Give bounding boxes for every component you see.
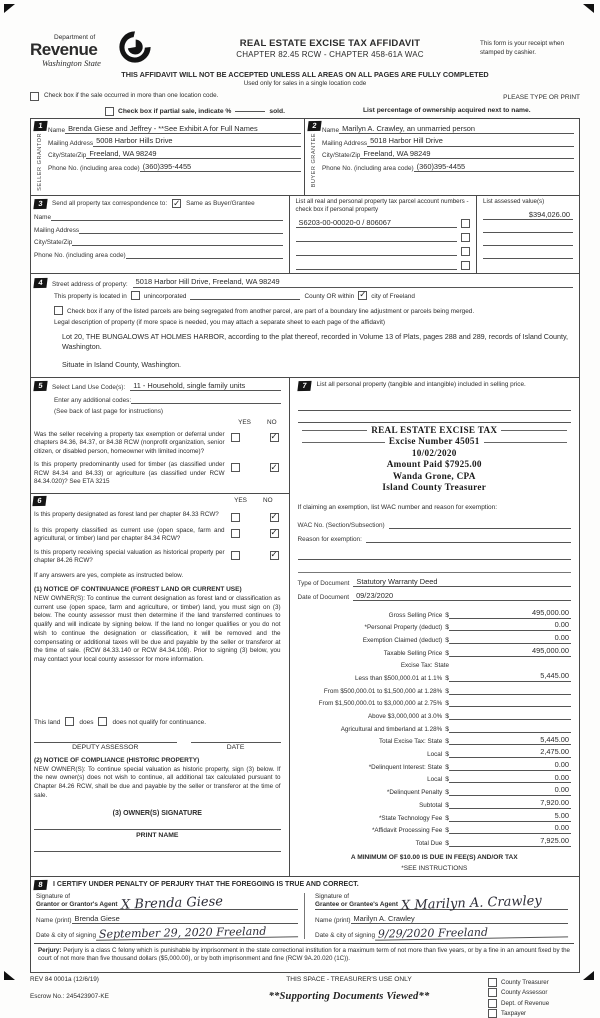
dor-logo (30, 34, 180, 68)
form-title: REAL ESTATE EXCISE TAX AFFIDAVIT (239, 38, 421, 49)
no-column-label: NO (266, 418, 277, 426)
wac-number-label: WAC No. (Section/Subsection) (297, 521, 385, 529)
print-name-label: PRINT NAME (136, 832, 179, 840)
agency-name: Revenue (30, 40, 98, 59)
dollar-sign: $ (445, 725, 449, 733)
buyer-phone-label: Phone No. (including area code) (322, 165, 414, 172)
receipt-note: This form is your receipt when stamped by cashier. (480, 40, 564, 56)
corr-city-field[interactable] (72, 237, 282, 246)
corr-city-label: City/State/Zip (34, 239, 73, 247)
grantor-signature[interactable]: X Brenda Giese (120, 893, 223, 913)
personal-property-line[interactable] (298, 411, 571, 423)
tax-row-value[interactable]: 0.00 (449, 621, 571, 631)
dollar-sign: $ (445, 751, 449, 759)
seller-city-field[interactable]: Freeland, WA 98249 (86, 149, 301, 159)
current-use-question: Is this property classified as current use (open space, farm and agricultural, or timber) land per chapter 84.34 RCW? (34, 526, 225, 543)
doc-type-label: Type of Document (297, 580, 350, 588)
tax-row-label: Local (427, 776, 443, 784)
grantee-signature-block (304, 893, 574, 939)
seller-mailing-field[interactable]: 5008 Harbor Hills Drive (93, 136, 301, 146)
personal-property-line[interactable] (298, 399, 571, 411)
segregated-checkbox[interactable] (54, 306, 63, 315)
section-1-badge: 1 (33, 121, 47, 131)
land-use-label: Select Land Use Code(s): (52, 384, 126, 392)
dept-revenue-checkbox[interactable] (488, 999, 497, 1008)
yes-column-label: YES (234, 497, 247, 505)
tax-row-value[interactable]: 7,920.00 (449, 799, 571, 809)
street-address-field[interactable]: 5018 Harbor Hill Drive, Freeland, WA 98249 (133, 277, 573, 287)
seller-grantor-box (31, 119, 305, 195)
q-historic-yes-checkbox[interactable] (231, 551, 240, 560)
partial-sale-suffix: sold. (269, 108, 285, 115)
city-checkbox[interactable] (358, 291, 367, 300)
dollar-sign: $ (445, 713, 449, 721)
partial-sale-checkbox[interactable] (105, 107, 114, 116)
copy-label: County Treasurer (501, 978, 549, 986)
tax-row-value[interactable] (449, 719, 571, 720)
buyer-city-field[interactable]: Freeland, WA 98249 (360, 149, 574, 159)
stamp-line: Amount Paid $7925.00 (386, 459, 482, 470)
tax-row-value[interactable] (449, 694, 571, 695)
please-type-note: PLEASE TYPE OR PRINT (503, 94, 580, 101)
deputy-assessor-sign-line[interactable]: DEPUTY ASSESSOR (34, 742, 177, 751)
minimum-due-note: A MINIMUM OF $10.00 IS DUE IN FEE(S) AND/OR TAX (350, 853, 518, 861)
ownership-note: List percentage of ownership acquired next to name. (362, 107, 531, 114)
dollar-sign: $ (445, 687, 449, 695)
supporting-documents-note: **Supporting Documents Viewed** (268, 991, 430, 1003)
reason-exemption-label: Reason for exemption: (297, 535, 362, 543)
q-currentuse-no-checkbox[interactable] (270, 529, 279, 538)
q-exemption-no-checkbox[interactable] (270, 433, 279, 442)
owners-signature-label: (3) OWNER(S) SIGNATURE (112, 810, 202, 818)
grantor-date-field[interactable]: September 29, 2020 Freeland (96, 926, 298, 940)
rev-number: REV 84 0001a (12/6/19) (30, 976, 99, 984)
corner-mark (583, 971, 594, 980)
land-does-checkbox[interactable] (65, 717, 74, 726)
county-or-label: County OR within (304, 292, 355, 300)
q-currentuse-yes-checkbox[interactable] (231, 529, 240, 538)
tax-row-label: From $500,000.01 to $1,500,000 at 1.28% (323, 687, 443, 695)
section-6-badge: 6 (32, 495, 46, 505)
dor-logo-icon (118, 30, 152, 64)
copy-label: Dept. of Revenue (501, 999, 550, 1007)
tax-row-value[interactable]: 2,475.00 (449, 748, 571, 758)
tax-row-label: *Delinquent Interest: State (368, 763, 443, 771)
q-timber-yes-checkbox[interactable] (231, 463, 240, 472)
q-exemption-yes-checkbox[interactable] (231, 433, 240, 442)
personal-property-checkbox[interactable] (461, 247, 470, 256)
form-header (30, 34, 580, 68)
tax-table (298, 607, 571, 847)
assessed-value-field[interactable] (483, 224, 573, 233)
divider (298, 572, 571, 573)
segregated-label: Check box if any of the listed parcels are being segregated from another parcel, are part of a boundary line adjustment or parcels being merged. (67, 307, 475, 315)
buyer-name-field[interactable]: Marilyn A. Crawley, an unmarried person (339, 124, 574, 134)
see-back-note: (See back of last page for instructions) (54, 407, 164, 415)
dollar-sign: $ (445, 763, 449, 771)
yes-column-label: YES (238, 418, 251, 426)
no-column-label: NO (262, 497, 273, 505)
tax-row-label: Total Excise Tax: State (378, 738, 443, 746)
seller-phone-label: Phone No. (including area code) (48, 165, 140, 172)
parties-section (30, 118, 580, 196)
dollar-sign: $ (445, 789, 449, 797)
notice-compliance-body: NEW OWNER(S): To continue special valuation as historic property, sign (3) below. If the new owner(s) does not wish to continue, all additional tax calculated pursuant to Chapter 84.26 RCW, shall be due and payable by the seller or transferor at the time of sale. (34, 765, 281, 799)
seller-side-label: SELLER GRANTOR (37, 133, 44, 191)
grantee-date-label: Date & city of signing (315, 931, 376, 939)
tax-row-label: Total Due (415, 839, 443, 847)
escrow-number: Escrow No.: 245423907-KE (30, 993, 109, 1001)
land-use-code-field[interactable]: 11 - Household, single family units (130, 381, 280, 391)
tax-row-value[interactable]: 0.00 (449, 774, 571, 784)
q-forest-yes-checkbox[interactable] (231, 513, 240, 522)
certification-section (30, 876, 580, 973)
corr-mailing-label: Mailing Address (34, 226, 80, 234)
land-use-column (31, 378, 289, 876)
county-assessor-checkbox[interactable] (488, 988, 497, 997)
grantor-sig-label: Signature of Grantor or Grantor's Agent (36, 892, 118, 909)
seller-name-field[interactable]: Brenda Giese and Jeffrey - **See Exhibit A for Full Names (65, 124, 301, 134)
dollar-sign: $ (445, 776, 449, 784)
this-land-label: This land (34, 718, 61, 726)
tax-row-value[interactable]: 7,925.00 (449, 837, 571, 847)
treasurer-stamp (298, 425, 571, 494)
notice-compliance-title: (2) NOTICE OF COMPLIANCE (HISTORIC PROPERTY) (34, 756, 200, 764)
buyer-grantee-box (304, 119, 578, 195)
corr-name-field[interactable] (51, 212, 282, 221)
grantor-name-print-field[interactable]: Brenda Giese (72, 914, 298, 924)
tax-row-label: *State Technology Fee (378, 814, 443, 822)
grantee-name-print-field[interactable]: Marilyn A. Crawley (351, 914, 568, 924)
assessed-value-field[interactable] (483, 237, 573, 246)
stamp-line: REAL ESTATE EXCISE TAX (298, 425, 571, 437)
copy-distribution-list (488, 976, 580, 1018)
corr-mailing-field[interactable] (79, 225, 282, 234)
q-timber-no-checkbox[interactable] (270, 463, 279, 472)
buyer-city-label: City/State/Zip (322, 152, 361, 160)
tax-row-value[interactable]: 495,000.00 (449, 609, 571, 619)
dollar-sign: $ (445, 801, 449, 809)
middle-sections (30, 377, 580, 877)
dollar-sign: $ (445, 649, 449, 657)
city-of-label: city of Freeland (371, 292, 415, 300)
dollar-sign: $ (445, 814, 449, 822)
county-treasurer-checkbox[interactable] (488, 978, 497, 987)
unincorporated-label: unincorporated (143, 292, 187, 300)
copy-label: County Assessor (501, 989, 548, 997)
seller-exemption-question: Was the seller receiving a property tax exemption or deferral under chapters 84.36, 84.37, or 84.38 RCW (nonprofit organization, senior citizen, or disabled person, homeowner with limited income)? (34, 430, 225, 455)
tax-row-label: Gross Selling Price (388, 611, 443, 619)
agency-dept-label: Department of (54, 34, 96, 41)
dollar-sign: $ (445, 636, 449, 644)
grantee-sig-label: Signature of Grantee or Grantee's Agent (315, 892, 398, 909)
seller-phone-field[interactable]: (360)395-4455 (140, 162, 301, 172)
assessed-value-field[interactable] (483, 250, 573, 259)
correspondence-label: Send all property tax correspondence to: (52, 200, 168, 208)
tax-row-label: Taxable Selling Price (383, 649, 443, 657)
tax-row-label: Local (427, 751, 443, 759)
doc-type-field[interactable]: Statutory Warranty Deed (353, 577, 571, 587)
assessed-value-field[interactable]: $394,026.00 (483, 210, 573, 220)
section-5-badge: 5 (33, 381, 47, 391)
does-not-label: does not qualify for continuance. (112, 718, 207, 726)
section-4-badge: 4 (33, 277, 47, 287)
tax-row-value[interactable]: 0.00 (449, 824, 571, 834)
stamp-line: Wanda Grone, CPA (392, 470, 476, 481)
personal-property-label: List all personal property (tangible and intangible) included in selling price. (316, 380, 526, 388)
agency-state: Washington State (42, 58, 101, 68)
excise-column (289, 378, 579, 876)
grantor-name-print-label: Name (print) (36, 917, 72, 925)
form-subtitle: CHAPTER 82.45 RCW - CHAPTER 458-61A WAC (236, 50, 424, 59)
tax-row-label: *Affidavit Processing Fee (371, 827, 443, 835)
deputy-date-line[interactable]: DATE (191, 742, 281, 751)
tax-row-label: Less than $500,000.01 at 1.1% (355, 674, 443, 682)
additional-codes-label: Enter any additional codes: (54, 396, 132, 404)
certification-statement: I CERTIFY UNDER PENALTY OF PERJURY THAT THE FOREGOING IS TRUE AND CORRECT. (53, 881, 359, 889)
section-3-badge: 3 (33, 199, 47, 209)
legal-description-text: Lot 20, THE BUNGALOWS AT HOLMES HARBOR, according to the plat thereof, recorded in Volume 13 of Plats, pages 288 and 289, records of Island County, Washington. (62, 331, 569, 351)
buyer-mailing-field[interactable]: 5018 Harbor Hill Drive (367, 136, 574, 146)
dollar-sign: $ (445, 738, 449, 746)
timber-question: Is this property predominantly used for timber (as classified under RCW 84.34 and 84.33) or agriculture (as classified under RCW 84.34.020)? See ETA 3215 (34, 461, 225, 486)
tax-row-value[interactable]: 5,445.00 (449, 672, 571, 682)
tax-row-label: From $1,500,000.01 to $3,000,000 at 2.75% (318, 700, 443, 708)
tax-row-value[interactable]: 5.00 (449, 812, 571, 822)
additional-codes-field[interactable] (131, 395, 280, 404)
q-forest-no-checkbox[interactable] (270, 513, 279, 522)
stamp-line: Island County Treasurer (382, 482, 487, 493)
personal-property-checkbox[interactable] (461, 261, 470, 270)
tax-row-label: Above $3,000,000 at 3.0% (367, 713, 443, 721)
personal-property-checkbox[interactable] (461, 219, 470, 228)
tax-row-label: Exemption Claimed (deduct) (362, 636, 443, 644)
located-in-label: This property is located in (54, 292, 127, 300)
multi-location-checkbox[interactable] (30, 92, 39, 101)
same-as-buyer-label: Same as Buyer/Grantee (186, 200, 255, 208)
parcel-field[interactable]: S6203-00-00020-0 / 806067 (296, 218, 457, 228)
tax-row-value[interactable]: 0.00 (449, 634, 571, 644)
notice-continuance-body: NEW OWNER(S): To continue the current designation as forest land or classification as current use (open space, farm and agriculture, or timber) land, you must sign on (3) below. The county assessor must then determine if the land transferred continues to qualify and will indicate by signing below. If the land no longer qualifies or you do not wish to continue the designation or classification, it will be removed and the compensating or additional taxes will be due and payable by the seller or transferor at the time of sale. (RCW 84.33.140 or RCW 84.34.108). Prior to signing (3) below, you may contact your local county assessor for more information. (34, 595, 281, 663)
tax-row-label: *Personal Property (deduct) (364, 624, 443, 632)
tax-row-value[interactable] (449, 706, 571, 707)
tax-row-value[interactable]: 5,445.00 (449, 736, 571, 746)
treasurer-use-label: THIS SPACE - TREASURER'S USE ONLY (286, 976, 412, 984)
tax-row-label: Excise Tax: State (400, 662, 449, 670)
buyer-mailing-label: Mailing Address (322, 139, 368, 147)
assessed-values-header: List assessed value(s) (483, 197, 545, 205)
dollar-sign: $ (445, 839, 449, 847)
tax-row-value[interactable]: 495,000.00 (449, 647, 571, 657)
tax-row-label: Subtotal (419, 801, 443, 809)
corner-mark (583, 4, 594, 13)
section-8-badge: 8 (33, 880, 47, 890)
unincorporated-checkbox[interactable] (131, 291, 140, 300)
perjury-notice: Perjury: Perjury is a class C felony which is punishable by imprisonment in the state correctional institution for a maximum term of not more than five years, or by a fine in an amount fixed by the court of not more than five thousand dollars ($5,000.00), or by both imprisonment and fine (RCW 9A.20.020 (1C)). (34, 943, 574, 968)
wac-number-field[interactable] (389, 520, 571, 529)
copy-label: Taxpayer (501, 1010, 527, 1018)
forest-land-question: Is this property designated as forest land per chapter 84.33 RCW? (34, 510, 219, 518)
partial-sale-percent-field[interactable] (235, 111, 265, 112)
reason-exemption-line2[interactable] (298, 548, 571, 560)
reason-exemption-field[interactable] (366, 534, 571, 543)
property-section (30, 273, 580, 378)
tax-row-value[interactable]: 0.00 (449, 786, 571, 796)
see-instructions-note: *SEE INSTRUCTIONS (401, 864, 468, 872)
seller-city-label: City/State/Zip (48, 152, 87, 160)
corr-phone-label: Phone No. (including area code) (34, 251, 126, 259)
notice-continuance-title: (1) NOTICE OF CONTINUANCE (FOREST LAND OR CURRENT USE) (34, 586, 242, 594)
section-2-badge: 2 (307, 121, 321, 131)
taxpayer-checkbox[interactable] (488, 1009, 497, 1018)
parcel-list-header: List all real and personal property tax parcel account numbers - check box if personal property (295, 197, 469, 213)
dollar-sign: $ (445, 624, 449, 632)
corner-mark (4, 971, 15, 980)
buyer-phone-field[interactable]: (360)395-4455 (414, 162, 574, 172)
correspondence-section (30, 195, 580, 274)
parcel-field[interactable] (296, 246, 457, 256)
dollar-sign: $ (445, 674, 449, 682)
form-footer (30, 976, 580, 1018)
tax-row-value[interactable] (449, 732, 571, 733)
grantee-signature[interactable]: X Marilyn A. Crawley (400, 893, 542, 914)
seller-mailing-label: Mailing Address (48, 139, 94, 147)
tax-row-label: *Delinquent Penalty (386, 789, 443, 797)
partial-sale-label: Check box if partial sale, indicate % (118, 108, 232, 115)
owners-signature-line[interactable] (34, 817, 281, 830)
section-7-badge: 7 (297, 381, 311, 391)
buyer-name-label: Name (322, 126, 340, 134)
grantee-name-print-label: Name (print) (315, 917, 351, 925)
dollar-sign: $ (445, 611, 449, 619)
situate-text: Situate in Island County, Washington. (62, 360, 182, 370)
dollar-sign: $ (445, 827, 449, 835)
affidavit-form (30, 34, 580, 1018)
buyer-side-label: BUYER GRANTEE (311, 133, 318, 188)
grantor-signature-block (34, 893, 304, 939)
multi-location-label: Check box if the sale occurred in more than one location code. (44, 92, 219, 99)
q-historic-no-checkbox[interactable] (270, 551, 279, 560)
tax-row-label: Agricultural and timberland at 1.28% (340, 725, 443, 733)
stamp-line: Excise Number 45051 (298, 436, 571, 448)
grantor-date-label: Date & city of signing (36, 931, 97, 939)
dollar-sign: $ (445, 700, 449, 708)
corner-mark (4, 4, 15, 13)
stamp-line: 10/02/2020 (411, 447, 457, 458)
doc-date-field[interactable]: 09/23/2020 (353, 591, 571, 601)
parcel-field[interactable] (296, 232, 457, 242)
corr-phone-field[interactable] (126, 250, 283, 259)
doc-date-label: Date of Document (297, 594, 350, 602)
exemption-intro: If claiming an exemption, list WAC number and reason for exemption: (297, 503, 498, 511)
single-location-note: Used only for sales in a single location code (243, 80, 367, 87)
legal-description-label: Legal description of property (if more space is needed, you may attach a separate sheet to each page of the affidavit) (54, 318, 385, 326)
acceptance-warning: THIS AFFIDAVIT WILL NOT BE ACCEPTED UNLESS ALL AREAS ON ALL PAGES ARE FULLY COMPLETED (121, 70, 489, 79)
parcel-field[interactable] (296, 260, 457, 270)
historic-question: Is this property receiving special valuation as historical property per chapter 84.26 RCW? (34, 548, 225, 565)
seller-name-label: Name (48, 126, 66, 134)
corr-name-label: Name (34, 214, 52, 222)
county-field[interactable] (190, 299, 300, 300)
grantee-date-field[interactable]: 9/29/2020 Freeland (375, 926, 568, 940)
tax-row-value[interactable]: 0.00 (449, 761, 571, 771)
does-label: does (79, 718, 94, 726)
street-address-label: Street address of property: (52, 280, 128, 288)
print-name-line[interactable] (34, 839, 281, 852)
same-as-buyer-checkbox[interactable] (172, 199, 181, 208)
land-does-not-checkbox[interactable] (98, 717, 107, 726)
if-yes-instruction: If any answers are yes, complete as instructed below. (34, 571, 184, 579)
personal-property-checkbox[interactable] (461, 233, 470, 242)
